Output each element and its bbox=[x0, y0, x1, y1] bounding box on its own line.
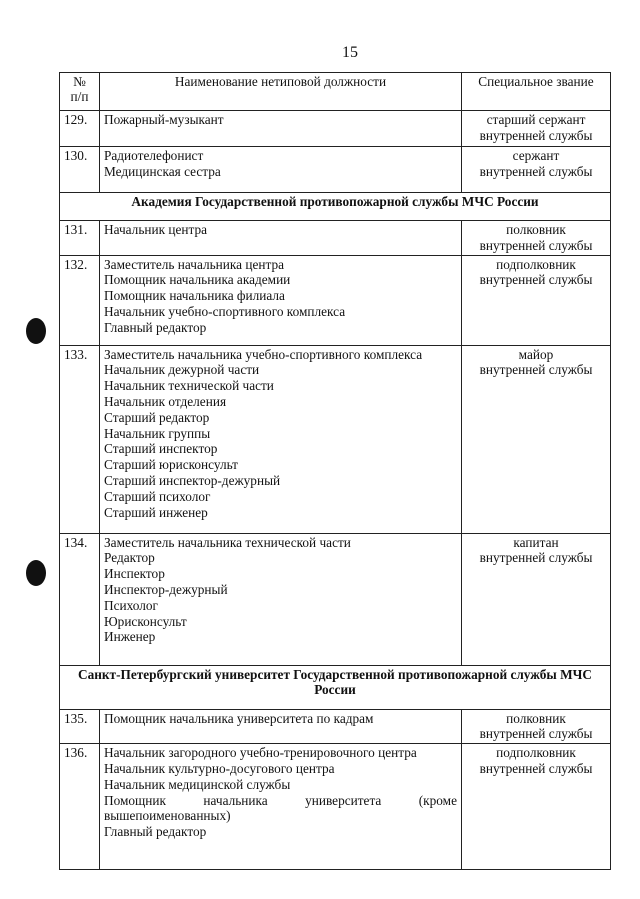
special-rank-cell bbox=[462, 111, 611, 147]
special-rank-line: подполковник bbox=[496, 745, 576, 761]
position-names-cell bbox=[100, 744, 462, 870]
position-name: Помощник начальника филиала bbox=[104, 288, 285, 304]
position-name: Начальник загородного учебно-тренировочного центра bbox=[104, 745, 417, 761]
special-rank-line: капитан bbox=[513, 534, 559, 550]
position-names-cell bbox=[100, 255, 462, 345]
position-name: Начальник дежурной части bbox=[104, 362, 260, 378]
position-name: Старший редактор bbox=[104, 409, 210, 425]
position-names-cell bbox=[100, 533, 462, 665]
position-name: Начальник центра bbox=[104, 222, 208, 237]
position-name: Заместитель начальника технической части bbox=[104, 534, 351, 550]
section-title: Академия Государственной противопожарной службы МЧС России bbox=[60, 193, 611, 221]
header-number bbox=[60, 73, 100, 111]
position-name: Помощник начальника академии bbox=[104, 272, 291, 288]
special-rank-cell bbox=[462, 345, 611, 533]
table-row bbox=[60, 255, 611, 345]
table-row bbox=[60, 345, 611, 533]
position-names-cell bbox=[100, 345, 462, 533]
special-rank-line: сержант bbox=[512, 148, 560, 163]
section-header-row bbox=[60, 193, 611, 221]
table-row bbox=[60, 221, 611, 256]
special-rank-cell bbox=[462, 221, 611, 256]
row-number: 134. bbox=[60, 533, 100, 665]
special-rank-line: внутренней службы bbox=[479, 362, 593, 378]
special-rank-line: внутренней службы bbox=[479, 726, 593, 742]
position-name: Начальник культурно-досугового центра bbox=[104, 760, 335, 776]
position-name: Начальник группы bbox=[104, 425, 211, 441]
table-row bbox=[60, 147, 611, 193]
special-rank-line: майор bbox=[518, 346, 554, 362]
header-special-rank: Специальное звание bbox=[462, 73, 611, 111]
position-name: Помощник начальника университета (кроме bbox=[104, 792, 457, 808]
position-name: Помощник начальника университета по кадрам bbox=[104, 710, 374, 726]
special-rank-cell bbox=[462, 147, 611, 193]
table-header-row bbox=[60, 73, 611, 111]
table-row bbox=[60, 744, 611, 870]
positions-table bbox=[59, 72, 611, 870]
position-name: Редактор bbox=[104, 550, 155, 566]
table-body bbox=[60, 111, 611, 870]
position-name: Заместитель начальника учебно-спортивного комплекса bbox=[104, 346, 423, 362]
special-rank-line: внутренней службы bbox=[479, 550, 593, 566]
position-name: Инспектор bbox=[104, 566, 165, 582]
section-title: Санкт-Петербургский университет Государственной противопожарной службы МЧС России bbox=[60, 665, 611, 709]
special-rank-cell bbox=[462, 709, 611, 744]
position-name: Психолог bbox=[104, 597, 158, 613]
special-rank-line: полковник bbox=[506, 710, 566, 726]
position-name: Главный редактор bbox=[104, 824, 207, 840]
special-rank-line: старший сержант bbox=[486, 112, 586, 127]
special-rank-line: подполковник bbox=[496, 256, 576, 272]
row-number: 129. bbox=[60, 111, 100, 147]
position-name: Старший психолог bbox=[104, 488, 211, 504]
position-name: Старший инспектор-дежурный bbox=[104, 472, 281, 488]
row-number: 132. bbox=[60, 255, 100, 345]
special-rank-cell bbox=[462, 744, 611, 870]
row-number: 131. bbox=[60, 221, 100, 256]
table-row bbox=[60, 533, 611, 665]
section-header-row bbox=[60, 665, 611, 709]
header-number-line-1: № bbox=[73, 74, 86, 89]
special-rank-line: внутренней службы bbox=[479, 760, 593, 776]
position-name: Начальник отделения bbox=[104, 393, 227, 409]
special-rank-cell bbox=[462, 255, 611, 345]
position-name: Начальник технической части bbox=[104, 378, 274, 394]
table-row bbox=[60, 111, 611, 147]
special-rank-line: внутренней службы bbox=[479, 272, 593, 288]
position-name: вышепоименованных) bbox=[104, 808, 231, 824]
position-names-cell bbox=[100, 709, 462, 744]
position-names-cell bbox=[100, 111, 462, 147]
row-number: 135. bbox=[60, 709, 100, 744]
punch-hole-mark bbox=[26, 560, 46, 586]
position-names-cell bbox=[100, 221, 462, 256]
position-name: Заместитель начальника центра bbox=[104, 256, 285, 272]
special-rank-line: внутренней службы bbox=[479, 163, 593, 179]
row-number: 136. bbox=[60, 744, 100, 870]
position-name: Радиотелефонист bbox=[104, 148, 204, 163]
page-number: 15 bbox=[342, 44, 358, 61]
position-name: Инспектор-дежурный bbox=[104, 581, 228, 597]
position-name: Старший инженер bbox=[104, 504, 208, 520]
position-name: Юрисконсульт bbox=[104, 613, 187, 629]
special-rank-line: внутренней службы bbox=[479, 237, 593, 253]
header-position-name: Наименование нетиповой должности bbox=[100, 73, 462, 111]
table-row bbox=[60, 709, 611, 744]
position-name: Начальник медицинской службы bbox=[104, 776, 291, 792]
position-name: Начальник учебно-спортивного комплекса bbox=[104, 303, 346, 319]
position-name: Инженер bbox=[104, 629, 156, 645]
position-name: Старший инспектор bbox=[104, 441, 218, 457]
special-rank-line: полковник bbox=[506, 222, 566, 237]
position-name: Медицинская сестра bbox=[104, 163, 221, 179]
position-name: Старший юрисконсульт bbox=[104, 457, 238, 473]
special-rank-line: внутренней службы bbox=[479, 127, 593, 143]
header-number-line-2: п/п bbox=[70, 89, 89, 104]
position-name: Пожарный-музыкант bbox=[104, 112, 224, 127]
special-rank-cell bbox=[462, 533, 611, 665]
row-number: 130. bbox=[60, 147, 100, 193]
punch-hole-mark bbox=[26, 318, 46, 344]
row-number: 133. bbox=[60, 345, 100, 533]
position-names-cell bbox=[100, 147, 462, 193]
position-name: Главный редактор bbox=[104, 319, 207, 335]
